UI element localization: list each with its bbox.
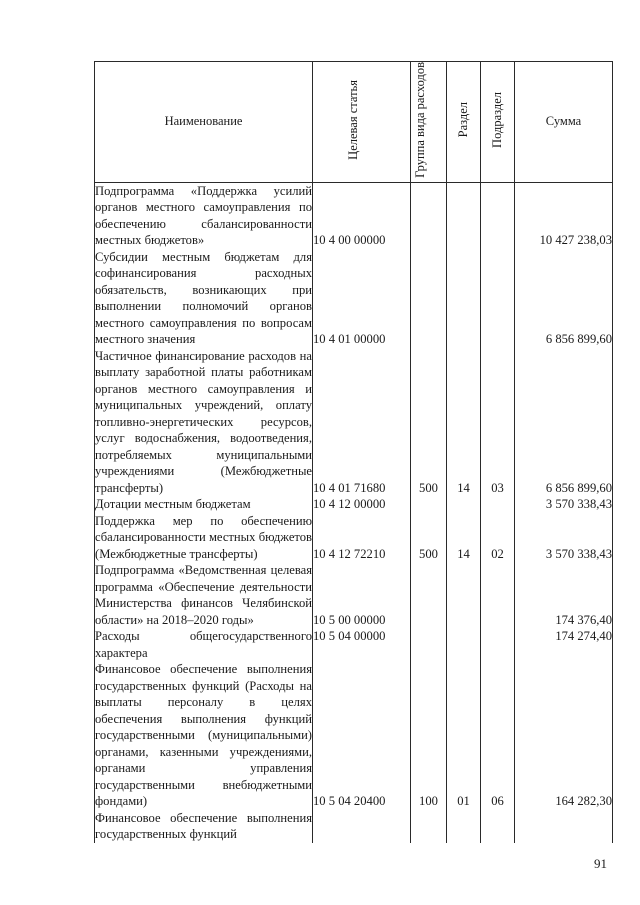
row-name: Подпрограмма «Поддержка усилий органов местного самоуправления по обеспечению сбалансированности местных бюджетов» (95, 183, 312, 248)
row-group: 500 (411, 348, 447, 497)
row-name: Финансовое обеспечение выполнения государственных функций (Расходы на выплаты персоналу в целях обеспечения выполнения функций государственными (муниципальными) органами, казенными учреждениями, органами управления государственными внебюджетными фондами) (95, 662, 312, 809)
row-amount (515, 810, 613, 843)
header-expense-group: Группа вида расходов (411, 62, 447, 183)
row-subsection (481, 562, 515, 628)
header-subsection: Подраздел (481, 62, 515, 183)
row-name: Подпрограмма «Ведомственная целевая программа «Обеспечение деятельности Министерства финансов Челябинской области» на 2018–2020 годы» (95, 563, 312, 627)
row-section: 14 (447, 513, 481, 563)
row-code: 10 4 12 00000 (313, 496, 411, 513)
row-group (411, 496, 447, 513)
row-subsection (481, 810, 515, 843)
row-amount: 3 570 338,43 (515, 513, 613, 563)
row-subsection (481, 249, 515, 348)
row-code: 10 4 01 71680 (313, 348, 411, 497)
row-name: Субсидии местным бюджетам для софинансирования расходных обязательств, возникающих при выполнении полномочий органов местного самоуправления по вопросам местного значения (95, 249, 312, 347)
row-subsection (481, 496, 515, 513)
header-target-article: Целевая статья (313, 62, 411, 183)
row-name: Расходы общегосударственного характера (95, 629, 312, 660)
header-section: Раздел (447, 62, 481, 183)
table-row (95, 628, 613, 661)
row-subsection: 06 (481, 661, 515, 810)
row-group (411, 562, 447, 628)
row-code: 10 4 01 00000 (313, 249, 411, 348)
table-row (95, 182, 613, 249)
row-code: 10 4 00 00000 (313, 182, 411, 249)
page-number: 91 (594, 856, 607, 871)
row-amount: 10 427 238,03 (515, 182, 613, 249)
row-section (447, 182, 481, 249)
row-code: 10 4 12 72210 (313, 513, 411, 563)
row-amount: 6 856 899,60 (515, 348, 613, 497)
row-amount: 174 274,40 (515, 628, 613, 661)
row-group (411, 249, 447, 348)
row-group (411, 182, 447, 249)
header-amount: Сумма (515, 62, 613, 183)
row-section (447, 249, 481, 348)
row-code: 10 5 00 00000 (313, 562, 411, 628)
table-row (95, 348, 613, 497)
row-section (447, 496, 481, 513)
row-group (411, 628, 447, 661)
row-name: Финансовое обеспечение выполнения государственных функций (95, 810, 312, 842)
row-section (447, 810, 481, 843)
row-section: 14 (447, 348, 481, 497)
row-subsection (481, 628, 515, 661)
row-amount: 174 376,40 (515, 562, 613, 628)
row-name: Дотации местным бюджетам (95, 496, 313, 513)
row-amount: 164 282,30 (515, 661, 613, 810)
row-section (447, 562, 481, 628)
table-row (95, 496, 613, 513)
row-group: 500 (411, 513, 447, 563)
row-section (447, 628, 481, 661)
budget-table (94, 61, 613, 843)
table-row (95, 810, 613, 843)
table-row (95, 513, 613, 563)
table-row (95, 661, 613, 810)
row-amount: 6 856 899,60 (515, 249, 613, 348)
table-header-row (95, 62, 613, 183)
row-name: Поддержка мер по обеспечению сбалансированности местных бюджетов (Межбюджетные трансферты) (95, 513, 312, 561)
header-name: Наименование (95, 62, 313, 183)
row-section: 01 (447, 661, 481, 810)
row-amount: 3 570 338,43 (515, 496, 613, 513)
row-name: Частичное финансирование расходов на выплату заработной платы работникам органов местного самоуправления и муниципальных учреждений, оплату топливно-энергетических ресурсов, услуг водоснабжения, водоотведения, потребляемых муниципальными учреждениями (Межбюджетные трансферты) (95, 348, 312, 495)
table-row (95, 249, 613, 348)
row-subsection: 02 (481, 513, 515, 563)
row-code: 10 5 04 00000 (313, 628, 411, 661)
row-subsection (481, 182, 515, 249)
row-group (411, 810, 447, 843)
row-subsection: 03 (481, 348, 515, 497)
row-code: 10 5 04 20400 (313, 661, 411, 810)
row-code (313, 810, 411, 843)
table-row (95, 562, 613, 628)
row-group: 100 (411, 661, 447, 810)
